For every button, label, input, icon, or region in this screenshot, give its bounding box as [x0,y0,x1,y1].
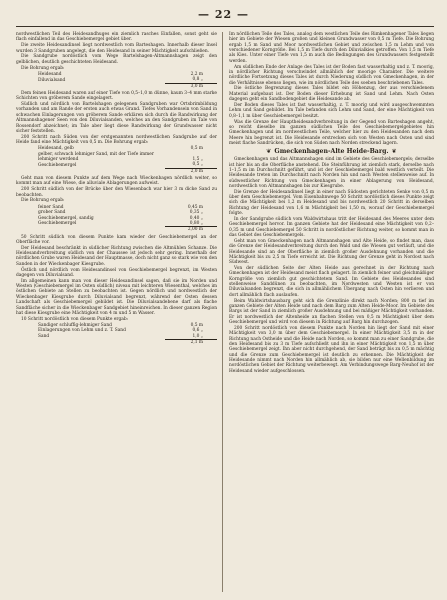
paragraph: Die Grenze der Heidesandinsel liegt in einer nach Südosten gerichteten Senke von 0,5 m über dem Geschiebemergel. Vom Eisenbahnwege 50 Schritt nordöstlich dieses Punkte zeigt sich die Mächtigkeit bei 1,2 m Heidesand und bis nordwestlich 20 Schritt in derselben Richtung der Heidesand von 1,6 m Mächtigkeit bei 1,50 m, worauf der Geschiebemergel folgte. [229,189,434,217]
table-row: Geschiebemergel 0,5 „ [38,162,203,168]
ornament-icon: ❦ [391,148,397,156]
table-row: feiner Sand 0,45 m [38,204,203,210]
left-column [16,32,217,347]
right-column [229,32,434,374]
table-total-row: 3,0 m [16,83,217,89]
paragraph: Von der südlichen Seite der Alten Heide aus gerechnet in der Richtung nach Gmeckenhagen ist der Heidesand meist flach gelagert. In ziemlich feiner und gleichmäßiger Korngröße von ziemlich gut geschichtetem Sand. Im Gebiete des Heidesandes sind stellenweise Sanddünen zu beobachten, im Nordwesten und Westen ist er von Diluvialsanden begrenzt, die sich in allmählichem Übergang nach Osten hin verlieren und dort allmählich flach auslaufen. [229,266,434,298]
table-total-row: 2,0 m [16,168,217,174]
paragraph: Südlich und nördlich von Bartelshagen gelegenen Sandgruben war Ortsbrimbildung vorhanden und am Rande der ersten auch etwas Grand. Tiefes Vorhandensein von Sand in schwachen Einlagerungen von gröberem Sande erklären sich durch die Randwirkung der Altmannshagener Seen von den Diluvialsanden, welches an den Sandgruben im Tale von Rossendorf abzeichnet; im Tale aber liegt diese Randwirkung der Grundwasser nicht sicher feststellen. [16,102,217,134]
table-row: Geschiebemergel, sandig 0,40 „ [38,215,203,221]
bore-profile-table [16,72,217,89]
header-rule [16,26,434,27]
paragraph: Am südlichen Ende der Anlage des Tales ist der Boden fast wasserhaltig und z. T. moorig, in nördlicher Richtung verschwindet allmählich der moorige Charakter. Die weitere nördliche Fortsetzung dieses Tales ist durch Niederung südlich von Gmeckenhagen, in der die Verhältnisse ebenso liegen, wie im nördlichen Teile des soeben beschriebenen Tales. [229,64,434,86]
paragraph: 50 Schritt südlich von diesem Punkte kam wieder der Geschiebemergel an der Oberfläche vor. [16,234,217,245]
page-number: — 22 — [198,8,249,21]
paragraph: Im allgemeinen kann man von dieser Heidesandinsel sagen, daß sie im Norden und Westen (Geschiebemergel im Osten südlich) niveau mit leichteren Wiesenthal, welches im östlichen Gebiete an Stellen zu beobachten ist. Gegen nördlich und nordwestlich der Wieckenbager Kiesgrube durch Diluvialsand begrenzt, während der Osten dessen Landschaft als Geschiebemergel gebildet ist. Die Diluvialsandebene darf als flache Sandfläche sicher in die Wieckenbager Sandgebiet hineinreichen. In dieser ganzen Region hat diese Kiesgrube eine Mächtigkeit von 4 m und 5 m Wasser. [16,278,217,316]
table-row: Geschiebemergel 0,80 „ [38,220,203,227]
paragraph: Geht man von diesem Punkte auf dem Wege nach Wieckenbagen nördlich weiter, so kommt man auf eine Wiese, die alluviale Ablagerungen aufweist. [16,176,217,187]
paragraph: Die Sandgrube nordöstlich vom Wege Bartelshagen-Altmannshagen zeigt den gelblichen, deutlich geschichteten Heidesand. [16,54,217,65]
paragraph: Die Bohrung ergab: [21,198,65,204]
table-row: Einlagerungen von Lehm und z. T. Sand 0,6 „ [38,328,203,334]
table-row: gelber, schwach lehmiger Sand, mit der Tiefe immer lehmiger werdend 1,5 „ [38,151,203,163]
paragraph: Der Heidesand beschränkt in südlicher Richtung zwischen die Altmühlen Schanze. Die Heidesandverbreitung südlich von der Chaussee ist jedoch sehr gering. Innerhalb der nördlichen Grube waren Heidesand der Hauptmasse, doch nicht ganz so stark wie von den Sanden in der Wieckenbager Kiesgrube. [16,245,217,267]
paragraph: Gmeckenhagen und das Altmannshagen sind im Gebiete des Geschiebemergels; derselbe ist hier bis an die Oberfläche anstehend. Die Steinführung ist ziemlich stark, derselbe nach 1–1,5 m im Durchschnitt geführt, und ist der Geschiebemergel bald westlich verteilt. Die Heidesande treten im Durchschnitt nach Norden hin und nach Westen stellenweise auf. In südwestlicher Richtung von Gmeckenhagen in einer Ablagerung von Heidesand, nordwestlich von Altmannshagen bis zur Kiesgrube. [229,157,434,189]
paragraph: 200 Schritt nordöstlich von diesem Punkte nach Norden hin liegt der Sand mit einer Mächtigkeit von 3,0 m über dem Geschiebemergel. In einer Mächtigkeit 3,5 m in der Richtung nach Ostheide und die Heide nach Norden, so kommt man zu einer Sandgrube, die den Heidesand bis zu 3 m Tiefe aufschließt und ihn in einer Mächtigkeit von 1,5 m über Geschiebemergel zeigt. Ihn aber nicht durchgehend, der Sand beträgt bis zu 0,5 m mächtig und die Grenze zum Geschiebemergel ist deutlich zu erkennen. Die Mächtigkeit der Heidesande nimmt nach Norden hin allmählich ab, sie bilden nur eine Wellenbildung im nordöstlichen Gebiet der Richtung weiterbewegt. Am Verbindungswege Barg-Neuhof ist der Heidesand wieder aufgeschlossen. [229,325,434,374]
paragraph: Beim Waldwirtshausbarg geht sich die Grenzlinie direkt nach Norden; 800 m tief im ganzen Gebiete der Alten Heide und nach dem Barg zum Alten Heide-Moor. Im Gebiete des Bargs ist der Sand in ziemlich großer Ausdehnung und bei mäßiger Mächtigkeit vorhanden. Er ist nordwestlich der Altenheide an flachen Stellen von 0,5 m Mächtigkeit über dem Geschiebemergel und wird von diesem in Richtung auf Barg hin durchzogen. [229,298,434,326]
column-divider [222,32,223,592]
section-heading-text: Gmeckenhagen-Alte Heide-Barg. [274,148,389,156]
table-row: Sandiger schluffig-lehmiger Sand 0,5 m [38,323,203,329]
paragraph: Der Boden dieses Tales ist fast wasserhaltig, z. T. moorig und wird ausgeschwemmten Lehm und Sand gebildet. Im Tale befanden sich Lehm und Sand, der eine Mächtigkeit von 0,8–1,1 m über Geschiebemergel besitzt. [229,102,434,119]
paragraph: Die östliche Begrenzung dieses Tales bildet ein Höhenzug, der aus verschiedenem Material aufgebaut ist. Der Boden dieser Erhebung ist Sand und Lehm. Nach Osten dagegen geht ein Sandbodengebiet die Heidesande ab. [229,86,434,103]
paragraph: Was die Grenze der Hauptheidesandverbreitung in der Gegend von Barteshagen angeht, so reicht dieselbe im ganzen südlichen Teile des Geschiebemergelgebietes hin Gmeckenhagen und im nordwestlichen Teile, welcher hier zu den Heidesanden nach dem Meere hin begrenzt ist. Die Heidesande erstrecken sich von Westen nach Osten und sind meist flache Sandrücken, die sich von Süden nach Norden streckend lagern. [229,119,434,146]
paragraph: Die Bohrung ergab: [21,65,65,71]
table-row: Heidesand, gelb 0,5 m [38,146,203,152]
table-total-row: 2,1 m [16,340,217,346]
table-row: grober Sand 0,35 „ [38,210,203,216]
bore-profile-table [16,146,217,174]
paragraph: 10 Schritt nordöstlich von diesem Punkte ergab: [21,316,129,322]
table-total-row: 2,00 m [16,227,217,233]
paragraph: nordwestlichen Teil des Heidesandhuges ein ziemlich rasches Einfallen, sonst geht sie flach einfallend in das Geschiebemergel gebiet über. [16,32,217,43]
table-row: Sand 1,0 „ [38,333,203,340]
paragraph: In der Sandgrube südlich vom Waldwirtshaus tritt der Heidesand des Meeres unter dem Geschiebemergel hervor. Im ganzen Gebiete hat der Heidesand eine Mächtigkeit von 0,2–0,35 m und Geschiebemergel 50 Schritt in nordöstlicher Richtung weiter, so kommt man in das Gebiet des Geschiebemergels. [229,217,434,239]
paragraph: 200 Schritt nach Süden von der erstgenannten nordwestlichen Sandgrube auf der Heide fand eine Mächtigkeit von 0,5 m. Die Bohrung ergab: [16,134,217,146]
paragraph: Die zweite Heidesandinsel liegt nordwestlich vom Barteshagen. Innerhalb dieser Insel wurden 3 Sandgruben angelegt, die den Heidesand in seiner Mächtigkeit aufschließen. [16,43,217,54]
paragraph: Dem feinen Heidesand waren auf einer Tiefe von 0,5–1,0 m dünne, kaum 3–4 mm starke Schichten von gröberem Sande eingelagert. [16,90,217,102]
bore-profile-table [16,323,217,345]
section-heading [229,148,434,156]
paragraph: Östlich und nördlich vom Heidesandinsel von Geschiebemergel begrenzt, im Westen dagegen von Diluvialsand. [16,267,217,278]
paragraph: Im nördlichen Teile des Tales, analog dem westlichen Teile des Rimkenhagener Tales liegen hier im Gebiete der Wiesen großen und kleinen Grundwasser von 0,5 m Tiefe. Die Bohrung ergab 1,5 m Sand und Moor nordwestlichen Gebiet und zwischen 1,5 m Lehm und von verschiedener Korngröße. Bei 1,5 m Tiefe durch den Diluvialkies getroffen. Von 1,5 m Tiefe als Kies. Unter einer Tiefe von 1,5 m auch die Bedingungen des Grundwassers festgestellt werden. [229,32,434,64]
paragraph: Geht man von Gmeckenhagen nach Altmannshagen und Alte Heide, so findet man, dass die Grenze der Heidesandverbreitung durch den Wald und die Wiesen gut verläuft, und die Heidesande sind an der Oberfläche in ziemlich großer Ausdehnung vorhanden und die Mächtigkeit bis zu 2,5 m Tiefe erreicht ist. Die Richtung der Grenze geht in Nordost nach Südwest. [229,238,434,266]
bore-profile-table [16,205,217,233]
table-row: Diluvialsand 0,8 „ [38,77,203,83]
paragraph: 200 Schritt südlich von der Brücke über den Wiesenbach war hier 3 m dicke Sand zu beobachten. [16,187,217,198]
ornament-icon: ❦ [266,148,272,156]
table-row: Heidesand 2,2 m [38,71,203,77]
